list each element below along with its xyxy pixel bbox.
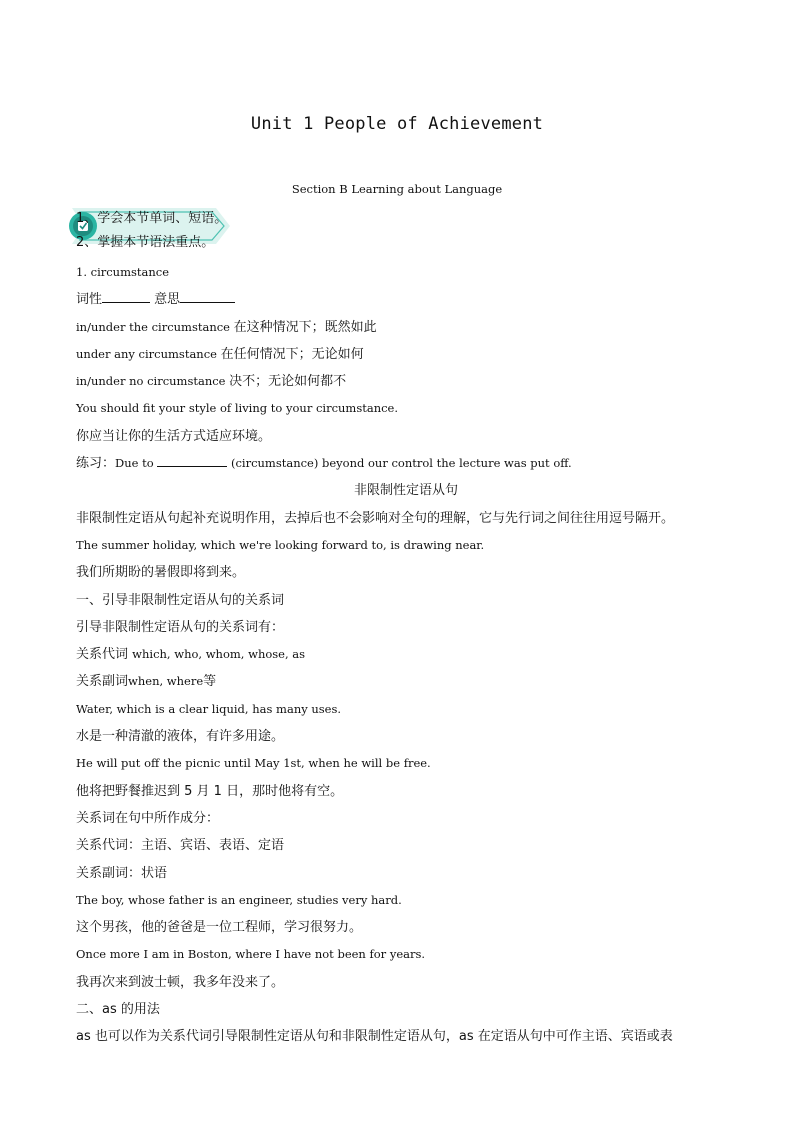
section-subtitle: Section B Learning about Language: [291, 182, 503, 196]
phrase-line: under any circumstance 在任何情况下；无论如何: [76, 346, 364, 362]
example-chinese: 这个男孩，他的爸爸是一位工程师，学习很努力。: [76, 920, 363, 936]
practice-blank: [157, 453, 227, 467]
page-title: Unit 1 People of Achievement: [250, 114, 544, 134]
example-chinese: 水是一种清澈的液体，有许多用途。: [76, 729, 285, 745]
word-fill-line: [76, 286, 736, 313]
example-english: He will put off the picnic until May 1st, when he will be free.: [76, 756, 431, 771]
document-body: [76, 259, 736, 1051]
meaning-blank: [180, 289, 235, 303]
section-text: 引导非限制性定语从句的关系词有：: [76, 619, 285, 635]
example-chinese: 你应当让你的生活方式适应环境。: [76, 428, 272, 444]
example-english: Water, which is a clear liquid, has many uses.: [76, 701, 342, 716]
section-heading: 二、as 的用法: [76, 1002, 160, 1018]
pos-blank: [102, 289, 150, 303]
example-chinese: 他将把野餐推迟到 5 月 1 日，那时他将有空。: [76, 783, 344, 799]
objective-item: 2、掌握本节语法重点。: [76, 235, 215, 250]
section-heading: 一、引导非限制性定语从句的关系词: [76, 592, 285, 608]
meaning-label: 意思: [154, 292, 181, 308]
pos-label: 词性: [76, 292, 103, 308]
example-english: You should fit your style of living to your circumstance.: [76, 401, 399, 416]
example-english: Once more I am in Boston, where I have not been for years.: [76, 947, 426, 962]
objective-item: 1、学会本节单词、短语。: [76, 211, 228, 226]
section-text: as 也可以作为关系代词引导限制性定语从句和非限制性定语从句，as 在定语从句中可作主语、宾语或表: [76, 1029, 673, 1045]
section-text: 关系代词：主语、宾语、表语、定语: [76, 838, 285, 854]
example-english: The boy, whose father is an engineer, studies very hard.: [76, 892, 402, 907]
example-english: The summer holiday, which we're looking forward to, is drawing near.: [76, 537, 485, 552]
practice-line: 练习：Due to (circumstance) beyond our control the lecture was put off.: [76, 450, 736, 477]
example-chinese: 我再次来到波士顿，我多年没来了。: [76, 974, 285, 990]
section-text: 关系词在句中所作成分：: [76, 810, 220, 826]
phrase-line: in/under no circumstance 决不；无论如何都不: [76, 374, 347, 390]
phrase-line: in/under the circumstance 在这种情况下；既然如此: [76, 319, 377, 335]
relative-pronouns-line: 关系代词 which, who, whom, whose, as: [76, 647, 306, 663]
learning-objectives: [76, 207, 227, 255]
grammar-intro: 非限制性定语从句起补充说明作用，去掉后也不会影响对全句的理解，它与先行词之间往往用逗号隔开。: [76, 510, 675, 526]
section-text: 关系副词：状语: [76, 865, 168, 881]
relative-adverbs-line: 关系副词when, where等: [76, 674, 217, 690]
word-heading: 1. circumstance: [76, 265, 170, 279]
grammar-heading: 非限制性定语从句: [353, 483, 458, 499]
example-chinese: 我们所期盼的暑假即将到来。: [76, 565, 246, 581]
